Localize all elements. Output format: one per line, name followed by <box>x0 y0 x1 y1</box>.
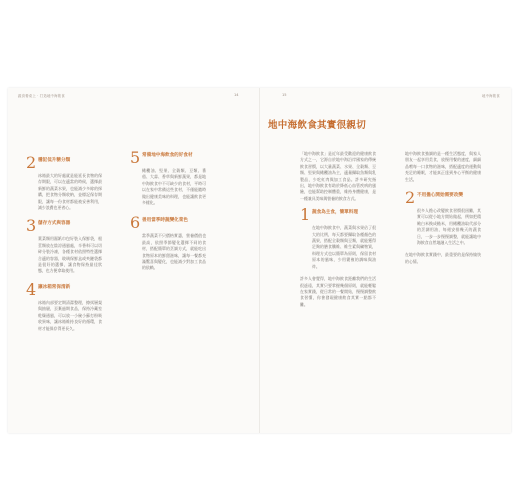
intro-paragraph: 地中海飲食強調的是一種生活態度，與家人朋友一起享用美食，放慢用餐的速度，細細品嚐每一口食物的滋味，搭配適度的運動與充足的睡眠，才能真正達到身心平衡的健康生活。 <box>405 151 481 182</box>
section-title: 讓冰箱常保清新 <box>38 284 71 290</box>
section-title: 蔬食為主食，簡單料理 <box>312 210 358 216</box>
section-4 <box>26 279 102 332</box>
section-body: 葉菜類用濕紙巾包好裝入保鮮袋，根莖類放在陰涼通風處，辛香料可以切碎分裝冷凍，各種食材依照特性選擇合適的容器，玻璃保鮮盒或夾鏈袋都是很好的選擇，讓食物保持最佳狀態，也方便拿取使用。 <box>38 236 102 274</box>
section-title: 儲存方式與容器 <box>38 221 71 227</box>
section-body: 冰箱最大的好處就是能延長食物的保存期限，可以在適當的時候，選擇最新鮮的蔬菜水果，也能減少多餘的採購，把食物分類收納，並標記保存期限，讓每一份食材都能被妥善利用，減少浪費也更省心。 <box>38 173 102 211</box>
section-2 <box>26 153 102 211</box>
section-6 <box>130 213 206 271</box>
section-body: 橄欖油、堅果、全穀類、豆類、番茄、大蒜、香草與新鮮蔬果，都是地中海飲食中不可缺少的食材，平時可以在家中常備這些食材，不僅能隨時做出健康美味的料理，也能讓飲食更多樣化。 <box>142 168 206 206</box>
section-body: 在地中海飲食中，蔬菜與水果佔了很大的比例，每天都要攝取各種顏色的蔬果，搭配全穀類與豆類，就能獲得足夠的膳食纖維、維生素與礦物質，料理方式也以簡單為原則，保留食材原本的風味，少用繁複的調味與油炸。 <box>312 225 376 269</box>
section-title: 不用擔心開始需要改變 <box>417 193 463 199</box>
section-3 <box>26 216 102 274</box>
book-spread <box>8 88 511 433</box>
page-title: 地中海飲食其實很親切 <box>268 120 367 131</box>
section-number: 1 <box>300 205 311 225</box>
running-head-right: 地中海飲食 <box>482 94 500 98</box>
section-number: 4 <box>26 279 37 299</box>
section-body: 冰箱內部要定期清潔整理，擦拭層架與抽屜，丟棄過期食品，保持冷藏室乾燥通風，可以放一小碗小蘇打粉吸收異味，讓冰箱維持良好的循環，食材才能保存得更長久。 <box>38 299 102 331</box>
section-body: 很多人擔心改變飲食習慣很困難，其實可以從小地方開始做起，例如把精緻白米換成糙米，用橄欖油取代部分的烹調用油，每週安排幾天的蔬食日，一步一步慢慢調整，就能讓地中海飲食自然地融入生活之中。 <box>417 208 481 246</box>
section-title: 善用當季時蔬變化菜色 <box>142 218 188 224</box>
section-body: 當季蔬菜不只價格實惠，營養價值也最高，依照季節變化選擇不同的食材，搭配簡單的烹調方式，就能吃出食物原本的鮮甜滋味，讓每一餐都充滿驚喜與變化，也能減少對加工食品的依賴。 <box>142 233 206 271</box>
closing-paragraph: 在地中海飲食實踐中，最重要的是保持愉快的心情。 <box>405 252 481 264</box>
section-number: 5 <box>130 148 141 167</box>
section-number: 6 <box>130 213 141 233</box>
left-column-1 <box>26 153 102 332</box>
right-column-1 <box>300 151 376 308</box>
section-2 <box>405 188 481 246</box>
section-number: 2 <box>405 188 416 208</box>
left-page <box>8 88 259 433</box>
closing-paragraph: 許多人會覺得，地中海飲食距離我們的生活很遙遠，其實只要掌握幾個原則，就能輕鬆在家實踐，從日常的一餐開始，慢慢調整飲食習慣，你會發現健康飲食其實一點都不難。 <box>300 276 376 307</box>
page-number-left: 14 <box>234 93 239 97</box>
intro-paragraph: 「地中海飲食」是近年最受歡迎的健康飲食方式之一，它源自於地中海沿岸國家的傳統飲食習慣，以大量蔬菜、水果、全穀類、豆類、堅果與橄欖油為主，適量攝取魚類與乳製品，少吃紅肉與加工食品。許多研究指出，地中海飲食有助於降低心血管疾病的風險，也能幫助控制體重，維持身體健康，是一種兼具美味與營養的飲食方式。 <box>300 151 376 201</box>
left-column-2 <box>130 148 206 272</box>
page-number-right: 15 <box>282 93 287 97</box>
section-number: 3 <box>26 216 37 236</box>
section-title: 常備地中海飲食的好食材 <box>142 153 193 158</box>
right-page <box>260 88 511 433</box>
section-1 <box>300 205 376 270</box>
section-title: 穩記低升糖分類 <box>38 158 71 163</box>
section-5 <box>130 148 206 206</box>
right-column-2 <box>405 151 481 265</box>
section-number: 2 <box>26 153 37 172</box>
running-head-left: 蔬食餐桌上 · 打造地中海飲食 <box>18 94 65 98</box>
